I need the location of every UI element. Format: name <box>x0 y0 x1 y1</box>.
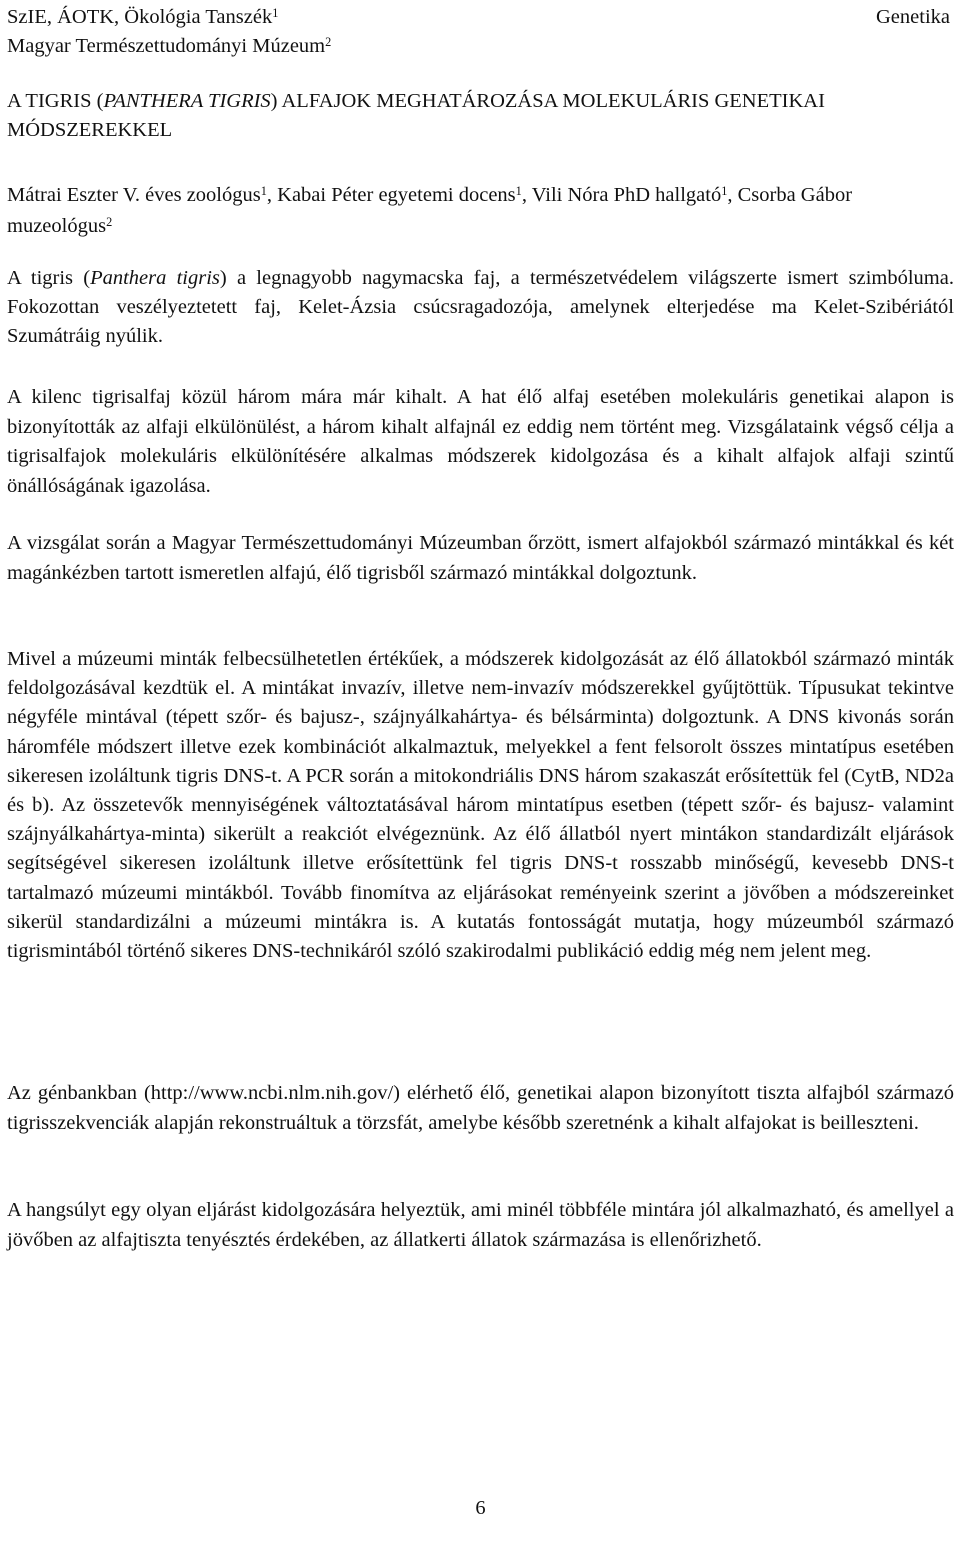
paragraph-intro: A tigris (Panthera tigris) a legnagyobb nagymacska faj, a természetvédelem világszerte ismert szimbóluma. Fokozottan veszélyeztetett faj, Kelet-Ázsia csúcsragadozója, amelynek elterjedése ma Kelet-Szibériától Szumátráig nyúlik. <box>7 267 954 347</box>
paragraph-genbank: Az génbankban (http://www.ncbi.nlm.nih.gov/) elérhető élő, genetikai alapon bizonyított tiszta alfajból származó tigrisszekvenciák alapján rekonstruáltuk a törzsfát, amelybe később szeretnénk a kihalt alfajokat is beilleszteni. <box>7 1082 954 1134</box>
page-number: 6 <box>475 1497 486 1519</box>
paragraph-samples: A vizsgálat során a Magyar Természettudományi Múzeumban őrzött, ismert alfajokból származó mintákkal és két magánkézben tartott ismeretlen alfajú, élő tigrisből származó mintákkal dolgoztunk. <box>7 532 954 584</box>
paper-title: A TIGRIS (PANTHERA TIGRIS) ALFAJOK MEGHATÁROZÁSA MOLEKULÁRIS GENETIKAI MÓDSZEREKKEL <box>7 90 825 141</box>
affiliation-line-1: SzIE, ÁOTK, Ökológia Tanszék$^1$ <box>7 6 279 28</box>
page-header <box>7 3 954 61</box>
document-page <box>7 0 954 1541</box>
author-list: Mátrai Eszter V. éves zoológus$^1$, Kabai Péter egyetemi docens$^1$, Vili Nóra PhD hallgató$^1$, Csorba Gábor muzeológus$^2$ <box>7 184 853 237</box>
section-label: Genetika <box>876 6 950 28</box>
paragraph-subspecies: A kilenc tigrisalfaj közül három mára már kihalt. A hat élő alfaj esetében molekuláris genetikai alapon is bizonyították az alfaji elkülönülést, a három kihalt alfajnál ez eddig nem történt meg. Vizsgálataink végső célja a tigrisalfajok molekuláris elkülönítésére alkalmas módszerek kidolgozása és a kihalt alfajok alfaji szintű önállóságának igazolása. <box>7 386 954 497</box>
paragraph-methods: Mivel a múzeumi minták felbecsülhetetlen értékűek, a módszerek kidolgozását az élő állatokból származó minták feldolgozásával kezdtük el. A mintákat invazív, illetve nem-invazív módszerekkel gyűjtöttük. Típusukat tekintve négyféle mintával (tépett szőr- és bajusz-, szájnyálkahártya- és bélsárminta) dolgoztunk. A DNS kivonás során háromféle módszert illetve ezek kombinációt alkalmaztuk, melyekkel a fent felsorolt összes mintatípus esetében sikeresen izoláltunk tigris DNS-t. A PCR során a mitokondriális DNS három szakaszát erősítettük fel (CytB, ND2a és b). Az összetevők mennyiségének változtatásával három mintatípus esetben (tépett szőr- és bajusz- valamint szájnyálkahártya-minta) sikerült a reakciót elvégeznünk. Az élő állatból nyert mintákon standardizált eljárások segítségével sikeresen izoláltunk illetve erősítettünk fel tigris DNS-t rosszabb minőségű, kevesebb DNS-t tartalmazó múzeumi mintákból. Tovább finomítva az eljárásokat reményeink szerint a jövőben a módszereinket sikerül standardizálni a múzeumi mintákra is. A kutatás fontosságát mutatja, hogy múzeumból származó tigrismintából történő sikeres DNS-technikáról szóló szakirodalmi publikáció eddig még nem jelent meg. <box>7 648 954 963</box>
affiliation-line-2: Magyar Természettudományi Múzeum$^2$ <box>7 35 332 57</box>
paragraph-conclusion: A hangsúlyt egy olyan eljárást kidolgozására helyeztük, ami minél többféle mintára jól alkalmazható, és amellyel a jövőben az alfajtiszta tenyésztés érdekében, az állatkerti állatok származása is ellenőrizhető. <box>7 1199 954 1251</box>
